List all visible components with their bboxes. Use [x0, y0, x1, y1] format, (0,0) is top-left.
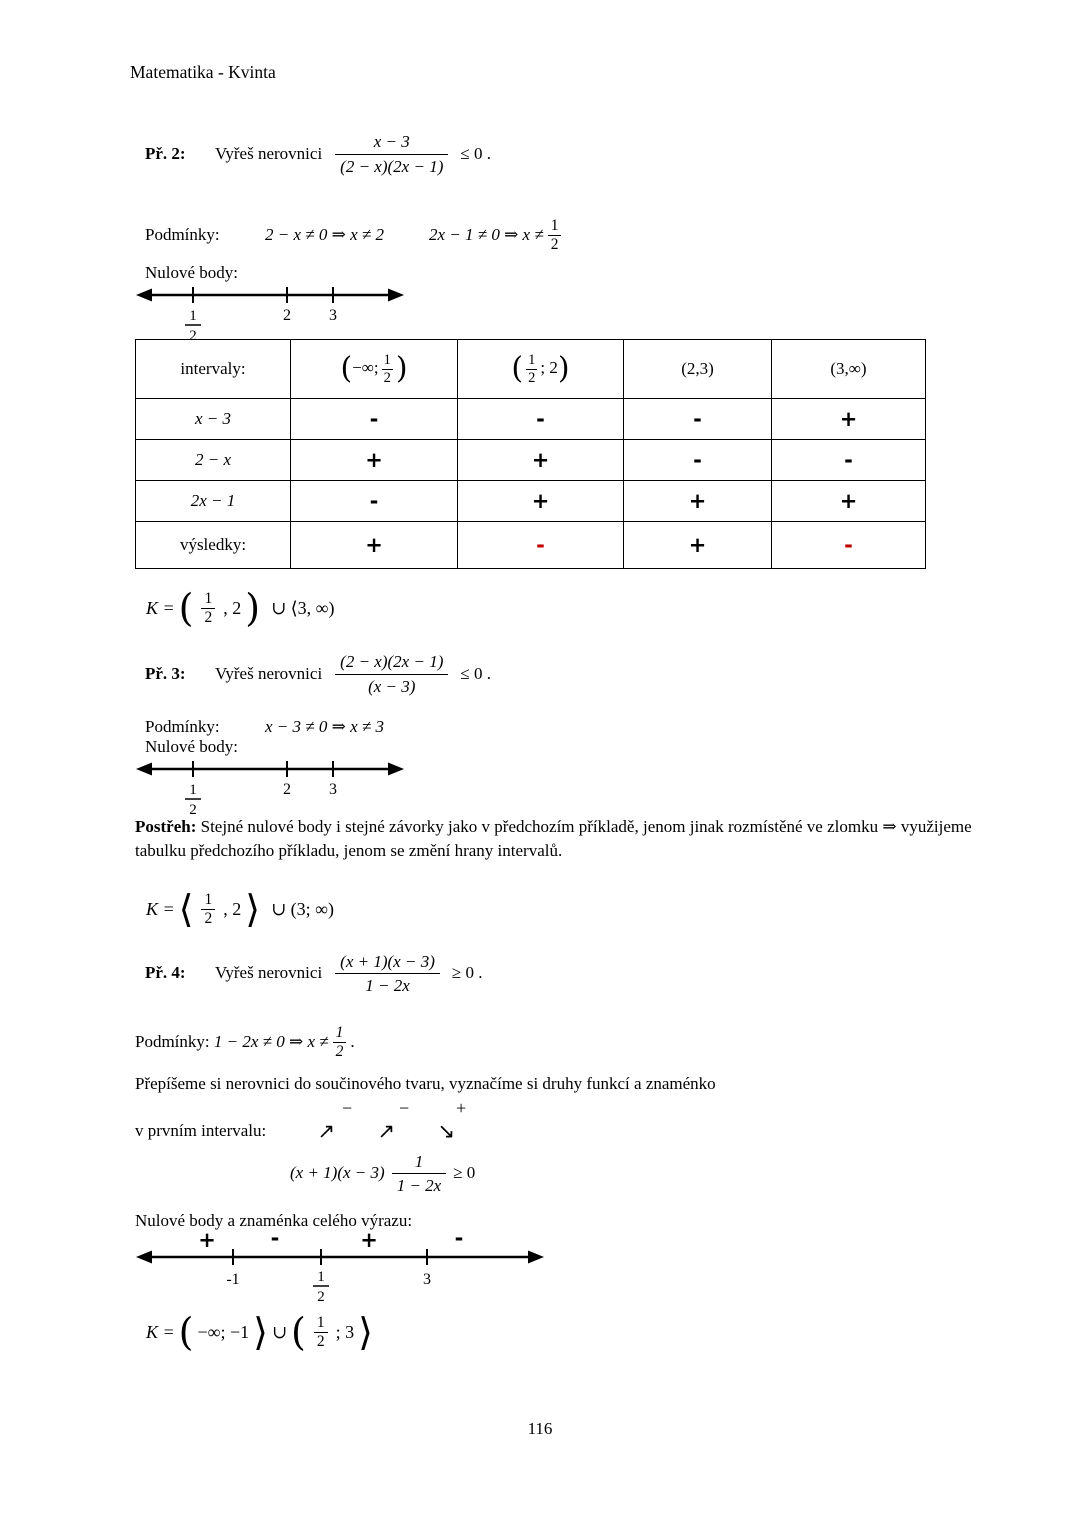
interval-fraction [526, 352, 537, 386]
tick-label-3: 3 [329, 781, 337, 798]
fraction-denominator: 2 [528, 369, 536, 386]
table-row-results [136, 522, 926, 569]
factor-sign: + [456, 1098, 467, 1119]
number-line-ex4 [135, 1231, 545, 1305]
condition-1: x − 3 ≠ 0 ⇒ x ≠ 3 [265, 717, 384, 736]
condition-2-fraction [548, 217, 562, 254]
tick-label-3: 3 [423, 1271, 431, 1289]
table-header-row [136, 340, 926, 399]
example-2-number: Př. 2: [145, 144, 186, 163]
postreh-text: Stejné nulové body i stejné závorky jako v předchozím příkladě, jenom jinak rozmístěné ve zlomku ⇒ využijeme tabulku předchozího příkladu, jenom se změní hrany intervalů. [135, 817, 972, 861]
fraction-denominator: 2 [383, 369, 391, 386]
sign-cell: + [772, 481, 926, 522]
condition-2 [429, 217, 565, 254]
union-symbol: ∪ [271, 1321, 288, 1342]
rewrite-sentence: Přepíšeme si nerovnici do součinového tvaru, vyznačíme si druhy funkcí a znaménko [135, 1074, 716, 1094]
table-row-2-minus-x [136, 440, 926, 481]
close-bracket: ⟩ [245, 887, 261, 932]
fraction-denominator: 2 [201, 608, 215, 627]
example-2-conditions [130, 209, 970, 261]
example-4-number: Př. 4: [145, 963, 186, 983]
fraction-numerator: 1 [335, 1023, 344, 1041]
result-sign-cell-negative: - [458, 522, 624, 569]
fraction-numerator: 1 [528, 351, 536, 368]
interval-header-1 [291, 340, 458, 399]
left-arrowhead-icon [136, 763, 152, 776]
fraction-denominator: (2 − x)(2x − 1) [335, 154, 448, 177]
solution-tail: ∪ ⟨3, ∞) [271, 597, 335, 618]
sign-cell: - [624, 440, 772, 481]
close-bracket: ) [245, 585, 261, 630]
solution-fraction [201, 590, 215, 627]
sign-cell: - [291, 481, 458, 522]
factor-sign: − [342, 1098, 353, 1119]
inequality-relation: ≥ 0 [453, 1163, 476, 1183]
example-2-solution [146, 579, 970, 637]
postreh-paragraph [130, 815, 980, 863]
increasing-arrow-icon: ↗ [317, 1119, 336, 1144]
fraction-numerator: (x + 1)(x − 3) [340, 951, 435, 971]
sign-table [135, 339, 926, 569]
example-3-conditions [130, 717, 970, 737]
sign-cell: + [772, 399, 926, 440]
solution-mid: ; 3 [335, 1321, 355, 1342]
example-3-heading [130, 643, 970, 705]
tick-label-3: 3 [329, 307, 337, 324]
number-line-ex2 [135, 283, 405, 345]
tick-label-half-num: 1 [189, 308, 197, 324]
close-bracket: ⟩ [358, 1310, 373, 1355]
first-interval-label: v prvním intervalu: [135, 1121, 267, 1141]
condition-period: . [350, 1032, 355, 1052]
tick-label-2: 2 [283, 307, 291, 324]
solution-k-label: K = [146, 1321, 175, 1342]
condition-2-text: 2x − 1 ≠ 0 ⇒ x ≠ [428, 225, 544, 244]
close-paren: ) [557, 351, 570, 387]
tick-label-half-num: 1 [189, 782, 197, 798]
fraction-numerator: 1 [383, 351, 391, 368]
interval-sign-minus: - [270, 1231, 280, 1251]
solution-mid: , 2 [223, 597, 242, 618]
table-row-2x-minus-1 [136, 481, 926, 522]
example-4-solution [146, 1303, 970, 1361]
product-factors: (x + 1)(x − 3) [290, 1163, 385, 1183]
solution-k-label: K = [146, 597, 175, 618]
increasing-arrow-icon: ↗ [377, 1119, 396, 1144]
row-label: 2x − 1 [136, 481, 291, 522]
example-3-prompt: Vyřeš nerovnici [215, 664, 323, 683]
solution-k-label: K = [146, 898, 175, 919]
solution-interval-1: −∞; −1 [197, 1321, 250, 1342]
sign-cell: + [458, 481, 624, 522]
result-sign-cell: + [291, 522, 458, 569]
inequality-relation: ≤ 0 . [460, 144, 491, 163]
solution-mid: , 2 [223, 898, 242, 919]
tick-label-half-den: 2 [189, 802, 197, 818]
result-sign-cell-negative: - [772, 522, 926, 569]
condition-fraction [333, 1024, 347, 1061]
open-bracket: ( [178, 585, 194, 630]
interval-text: ; 2 [540, 357, 558, 377]
example-3-number: Př. 3: [145, 664, 186, 683]
interval-text: −∞; [352, 357, 379, 377]
example-3-fraction [335, 651, 448, 697]
interval-sign-plus: + [198, 1231, 216, 1253]
fraction-numerator: 1 [204, 589, 213, 607]
factor-sign: − [399, 1098, 410, 1119]
tick-label-half-den: 2 [189, 328, 197, 344]
example-2-fraction [335, 131, 448, 177]
nulove-body-label: Nulové body a znaménka celého výrazu: [135, 1211, 413, 1231]
example-2-prompt: Vyřeš nerovnici [215, 144, 323, 163]
right-arrowhead-icon [388, 289, 404, 302]
interval-sign-plus: + [360, 1231, 378, 1253]
number-line-ex3 [135, 757, 405, 819]
right-arrowhead-icon [528, 1251, 544, 1264]
solution-fraction [314, 1314, 328, 1351]
sign-cell: - [291, 399, 458, 440]
left-arrowhead-icon [136, 1251, 152, 1264]
tick-label-2: 2 [283, 781, 291, 798]
open-bracket: ⟨ [178, 887, 194, 932]
solution-fraction [201, 891, 215, 928]
example-4-heading [130, 942, 970, 1004]
inequality-relation: ≥ 0 . [451, 963, 483, 983]
open-paren: ( [340, 351, 353, 387]
sign-cell: + [624, 481, 772, 522]
sign-cell: - [624, 399, 772, 440]
fraction-numerator: 1 [204, 890, 213, 908]
table-corner-label: intervaly: [136, 340, 291, 399]
row-label: 2 − x [136, 440, 291, 481]
monotonicity-row [130, 1119, 970, 1143]
example-4-prompt: Vyřeš nerovnici [215, 963, 323, 983]
fraction-denominator: 2 [314, 1332, 328, 1351]
solution-tail: ∪ (3; ∞) [271, 898, 334, 919]
interval-sign-minus: - [454, 1231, 464, 1251]
close-bracket: ⟩ [253, 1310, 268, 1355]
fraction-denominator: 1 − 2x [335, 973, 440, 996]
fraction-numerator: 1 [316, 1313, 325, 1331]
interval-header-4: (3,∞) [772, 340, 926, 399]
tick-label-half-den: 2 [317, 1289, 325, 1306]
row-label: x − 3 [136, 399, 291, 440]
fraction-numerator: 1 [550, 216, 559, 234]
row-label: výsledky: [136, 522, 291, 569]
postreh-label: Postřeh: [135, 817, 197, 836]
example-3-solution [146, 880, 970, 938]
factor-signs-row [342, 1098, 970, 1119]
table-row-x-minus-3 [136, 399, 926, 440]
conditions-label: Podmínky: [145, 225, 220, 244]
sign-cell: + [458, 440, 624, 481]
fraction-numerator: 1 [414, 1151, 424, 1171]
fraction-denominator: 1 − 2x [392, 1173, 447, 1196]
example-4-conditions [130, 1016, 970, 1068]
conditions-label: Podmínky: [135, 1032, 210, 1052]
sign-cell: + [291, 440, 458, 481]
sign-cell: - [458, 399, 624, 440]
example-2-heading [130, 123, 970, 185]
result-sign-cell: + [624, 522, 772, 569]
close-paren: ) [395, 351, 408, 387]
condition-1: 2 − x ≠ 0 ⇒ x ≠ 2 [265, 225, 384, 244]
example-4-fraction [335, 951, 440, 997]
right-arrowhead-icon [388, 763, 404, 776]
fraction-numerator: (2 − x)(2x − 1) [340, 652, 444, 672]
nulove-body-label: Nulové body: [145, 737, 239, 756]
sign-cell: - [772, 440, 926, 481]
product-form-equation [290, 1145, 970, 1201]
interval-header-3: (2,3) [624, 340, 772, 399]
interval-fraction [382, 352, 393, 386]
fraction-denominator: 2 [333, 1042, 347, 1061]
page-number: 116 [527, 1419, 553, 1438]
conditions-label: Podmínky: [145, 717, 220, 736]
fraction-denominator: 2 [548, 235, 562, 254]
open-bracket: ( [178, 1310, 194, 1355]
fraction-denominator: 2 [201, 909, 215, 928]
left-arrowhead-icon [136, 289, 152, 302]
fraction-denominator: (x − 3) [335, 674, 448, 697]
decreasing-arrow-icon: ↘ [437, 1119, 456, 1144]
fraction-numerator: x − 3 [373, 132, 410, 152]
open-paren: ( [511, 351, 524, 387]
nulove-body-label: Nulové body: [145, 263, 239, 282]
interval-header-2 [458, 340, 624, 399]
condition-text: 1 − 2x ≠ 0 ⇒ x ≠ [213, 1032, 329, 1052]
product-fraction [392, 1151, 447, 1197]
doc-header: Matematika - Kvinta [130, 62, 276, 82]
tick-label-half-num: 1 [317, 1269, 325, 1286]
tick-label-minus-1: -1 [226, 1271, 240, 1289]
open-bracket: ( [291, 1310, 306, 1355]
inequality-relation: ≤ 0 . [460, 664, 491, 683]
